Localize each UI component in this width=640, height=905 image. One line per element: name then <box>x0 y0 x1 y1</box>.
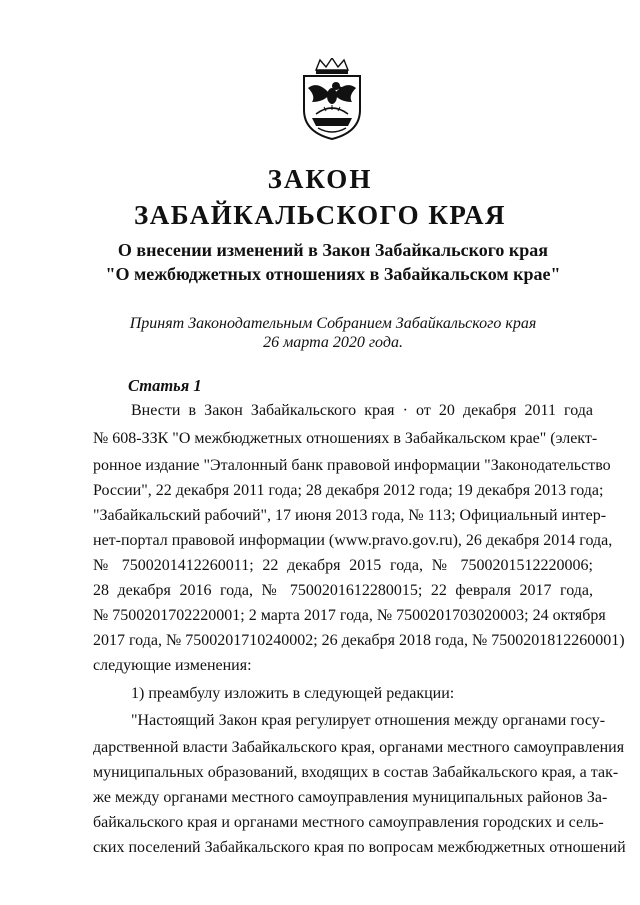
coat-of-arms-emblem <box>298 58 366 140</box>
body-line: дарственной власти Забайкальского края, органами местного самоуправления <box>93 739 625 756</box>
body-line: ских поселений Забайкальского края по вопросам межбюджетных отношений <box>93 839 626 856</box>
law-region-title: ЗАБАЙКАЛЬСКОГО КРАЯ <box>134 200 506 230</box>
body-line: "Настоящий Закон края регулирует отношения между органами госу- <box>131 712 606 729</box>
body-line: № 7500201412260011; 22 декабря 2015 года, № 7500201512220006; <box>93 557 593 574</box>
body-line: 28 декабря 2016 года, № 7500201612280015; 22 февраля 2017 года, <box>93 582 593 599</box>
body-line: байкальского края и органами местного самоуправления городских и сель- <box>93 814 604 831</box>
law-subtitle-line-1: О внесении изменений в Закон Забайкальского края <box>117 240 549 260</box>
body-line: ронное издание "Эталонный банк правовой информации "Законодательство <box>93 457 611 474</box>
adoption-note-line-1: Принят Законодательным Собранием Забайкальского края <box>129 315 537 332</box>
body-line: "Забайкальский рабочий", 17 июня 2013 года, № 113; Официальный интер- <box>93 507 607 524</box>
body-line: Внести в Закон Забайкальского края · от 20 декабря 2011 года <box>131 402 593 419</box>
article-heading: Статья 1 <box>128 376 202 395</box>
body-line: следующие изменения: <box>93 657 252 674</box>
body-line: 2017 года, № 7500201710240002; 26 декабря 2018 года, № 7500201812260001) <box>93 632 625 649</box>
body-line: же между органами местного самоуправления муниципальных районов За- <box>93 789 608 806</box>
body-line: № 7500201702220001; 2 марта 2017 года, № 7500201703020003; 24 октября <box>93 607 606 624</box>
body-line: муниципальных образований, входящих в состав Забайкальского края, а так- <box>93 764 619 781</box>
body-line: № 608-ЗЗК "О межбюджетных отношениях в Забайкальском крае" (элект- <box>93 430 598 447</box>
law-subtitle-line-2: "О межбюджетных отношениях в Забайкальском крае" <box>105 264 561 284</box>
body-line: России", 22 декабря 2011 года; 28 декабря 2012 года; 19 декабря 2013 года; <box>93 482 604 499</box>
law-title: ЗАКОН <box>267 164 373 194</box>
body-line: нет-портал правовой информации (www.pravo.gov.ru), 26 декабря 2014 года, <box>93 532 613 549</box>
body-line: 1) преамбулу изложить в следующей редакции: <box>131 685 455 702</box>
adoption-note-line-2: 26 марта 2020 года. <box>263 334 403 351</box>
